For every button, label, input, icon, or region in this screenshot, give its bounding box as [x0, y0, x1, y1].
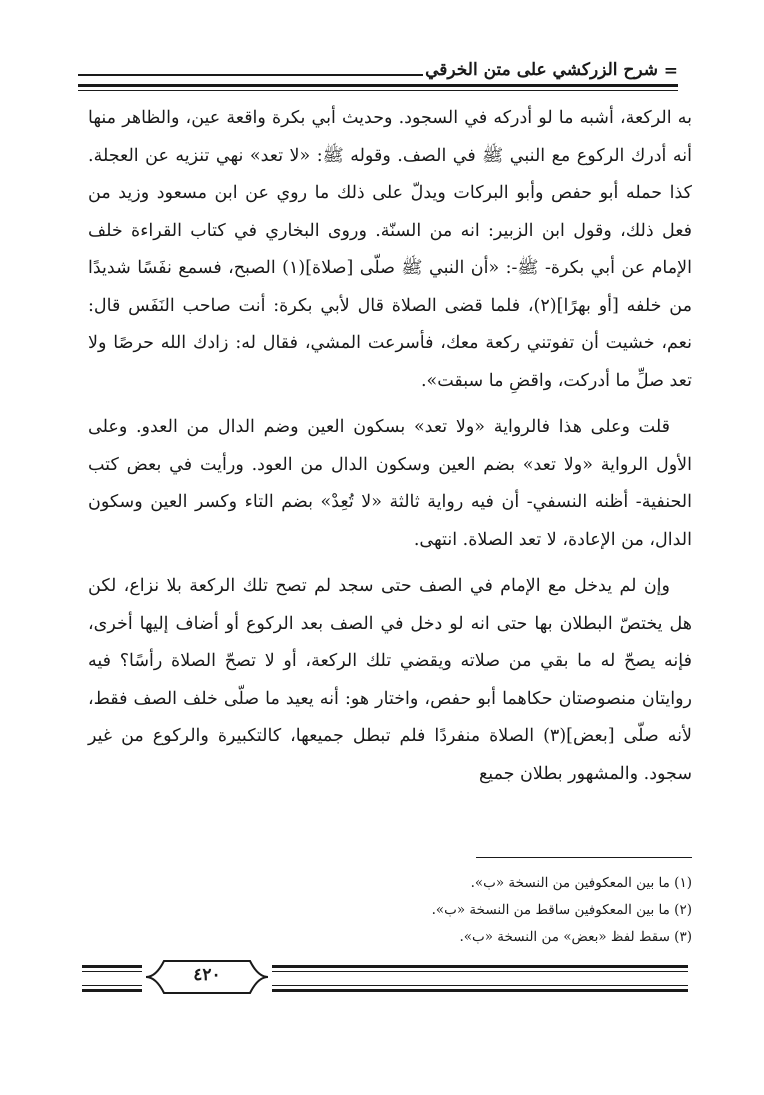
header-mark: = [663, 61, 678, 81]
running-title: شرح الزركشي على متن الخرقي [425, 60, 658, 80]
footnote-2: (٢) ما بين المعكوفين ساقط من النسخة «ب». [431, 902, 692, 918]
main-text [88, 100, 692, 793]
header-rule-short [78, 74, 423, 76]
footnote-1: (١) ما بين المعكوفين من النسخة «ب». [470, 875, 692, 891]
page-footer-ornament [82, 955, 688, 1007]
running-header [78, 60, 678, 94]
header-rule-thin [78, 90, 678, 91]
footnote-separator [476, 857, 692, 858]
footnotes [292, 870, 692, 951]
page-number: ٤٢٠ [193, 965, 221, 985]
header-rule-thick [78, 84, 678, 87]
paragraph-2: قلت وعلى هذا فالرواية «ولا تعد» بسكون العين وضم الدال من العدو. وعلى الأول الرواية «ولا تعد» بضم العين وسكون الدال من العود. ورأيت في بعض كتب الحنفية- أظنه النسفي- أن فيه رواية ثالثة «لا تُعِدْ» بضم التاء وكسر العين وسكون الدال، من الإعادة، لا تعد الصلاة. انتهى. [88, 417, 692, 550]
footnote-3: (٣) سقط لفظ «بعض» من النسخة «ب». [459, 929, 692, 945]
paragraph-1: به الركعة، أشبه ما لو أدركه في السجود. وحديث أبي بكرة واقعة عين، والظاهر منها أنه أدرك الركوع مع النبي ﷺ في الصف. وقوله ﷺ: «لا تعد» نهي تنزيه عن العجلة. كذا حمله أبو حفص وأبو البركات ويدلّ على ذلك ما روي عن ابن مسعود وزيد من فعل ذلك، وقول ابن الزبير: انه من السنّة. وروى البخاري في كتاب القراءة خلف الإمام عن أبي بكرة- ﷺ-: «أن النبي ﷺ صلّى [صلاة](١) الصبح، فسمع نفَسًا شديدًا من خلفه [أو بهرًا](٢)، فلما قضى الصلاة قال لأبي بكرة: أنت صاحب النَفَس قال: نعم، خشيت أن تفوتني ركعة معك، فأسرعت المشي، فقال له: زادك الله حرصًا ولا تعد صلِّ ما أدركت، واقضِ ما سبقت». [88, 108, 692, 391]
page-number-frame [142, 955, 272, 999]
paragraph-3: وإن لم يدخل مع الإمام في الصف حتى سجد لم تصح تلك الركعة بلا نزاع، لكن هل يختصّ البطلان بها حتى انه لو دخل في الصف بعد الركوع أو أضاف إليها أخرى، فإنه يصحّ له ما بقي من صلاته ويقضي تلك الركعة، أو لا تصحّ الصلاة رأسًا؟ فيه روايتان منصوصتان حكاهما أبو حفص، واختار هو: أنه يعيد ما صلّى خلف الصف فقط، لأنه صلّى [بعض](٣) الصلاة منفردًا فلم تبطل جميعها، كالتكبيرة والركوع من غير سجود. والمشهور بطلان جميع [88, 576, 692, 784]
